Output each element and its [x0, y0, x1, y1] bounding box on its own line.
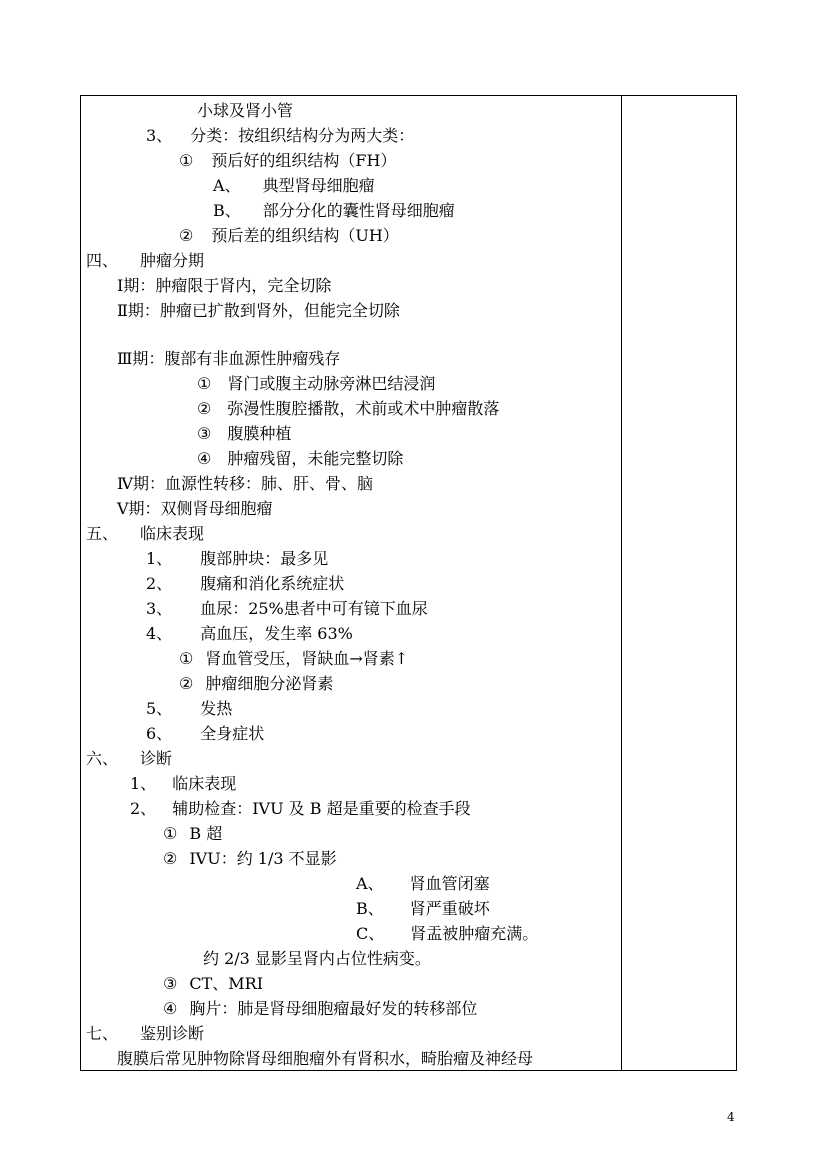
text-line: B、 部分分化的囊性肾母细胞瘤 [213, 201, 455, 220]
text-line: ① 肾血管受压，肾缺血→肾素↑ [179, 649, 409, 668]
text-line: 6、 全身症状 [146, 724, 265, 743]
text-line: A、 肾血管闭塞 [356, 874, 490, 893]
text-line: 3、 血尿：25%患者中可有镜下血尿 [146, 599, 428, 618]
text-line: ② 预后差的组织结构（UH） [179, 226, 399, 245]
text-line: 腹膜后常见肿物除肾母细胞瘤外有肾积水，畸胎瘤及神经母 [117, 1049, 534, 1068]
text-line: Ⅳ期：血源性转移：肺、肝、骨、脑 [117, 474, 373, 493]
text-line: 七、 鉴别诊断 [86, 1024, 205, 1043]
text-line: ④ 肿瘤残留，未能完整切除 [197, 449, 404, 468]
text-line: ④ 胸片：肺是肾母细胞瘤最好发的转移部位 [163, 999, 478, 1018]
text-line: 五、 临床表现 [86, 524, 205, 543]
text-line: 3、 分类：按组织结构分为两大类： [146, 126, 415, 145]
text-line: 约 2/3 显影呈肾内占位性病变。 [203, 949, 431, 968]
text-line: 2、 腹痛和消化系统症状 [146, 574, 345, 593]
text-line: Ⅴ期：双侧肾母细胞瘤 [117, 499, 273, 518]
text-line: C、 肾盂被肿瘤充满。 [356, 924, 539, 943]
text-line: 5、 发热 [146, 699, 233, 718]
text-line: ② 弥漫性腹腔播散，术前或术中肿瘤散落 [197, 399, 500, 418]
page-number: 4 [727, 1110, 735, 1124]
text-line: ① 预后好的组织结构（FH） [179, 151, 397, 170]
text-line: 4、 高血压，发生率 63% [146, 624, 353, 643]
text-line: ③ 腹膜种植 [197, 424, 292, 443]
text-line: 1、 腹部肿块：最多见 [146, 549, 329, 568]
text-line: 2、 辅助检查：IVU 及 B 超是重要的检查手段 [130, 799, 471, 818]
text-line: Ⅲ期：腹部有非血源性肿瘤残存 [117, 349, 341, 368]
text-line: ③ CT、MRI [163, 974, 264, 993]
text-line: 小球及肾小管 [197, 101, 294, 120]
text-line: A、 典型肾母细胞瘤 [213, 176, 375, 195]
text-line: ① B 超 [163, 824, 223, 843]
text-line: 四、 肿瘤分期 [86, 251, 205, 270]
text-line: B、 肾严重破坏 [356, 899, 490, 918]
text-line: Ⅱ期：肿瘤已扩散到肾外，但能完全切除 [117, 301, 400, 320]
text-line: Ⅰ期：肿瘤限于肾内，完全切除 [117, 276, 332, 295]
text-line: ② 肿瘤细胞分泌肾素 [179, 674, 334, 693]
text-line: 六、 诊断 [86, 749, 173, 768]
table-column-divider [621, 95, 622, 1071]
text-line: 1、 临床表现 [130, 774, 237, 793]
text-line: ① 肾门或腹主动脉旁淋巴结浸润 [197, 374, 436, 393]
text-line: ② IVU：约 1/3 不显影 [163, 849, 337, 868]
